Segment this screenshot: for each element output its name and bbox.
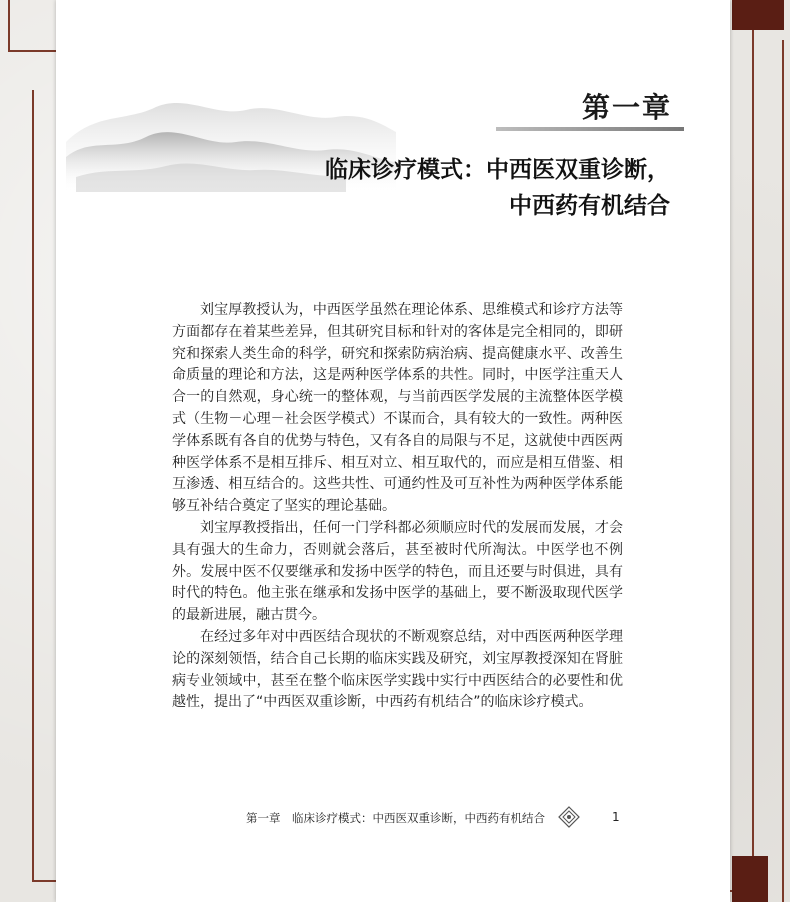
running-head: 第一章 临床诊疗模式：中西医双重诊断，中西药有机结合 bbox=[246, 811, 545, 825]
frame-line-right-inner bbox=[752, 30, 754, 860]
book-page bbox=[56, 0, 730, 902]
frame-block-top-right bbox=[732, 0, 784, 30]
page-number: 1 bbox=[612, 810, 620, 824]
chapter-title-line-2: 中西药有机结合 bbox=[509, 193, 670, 219]
chapter-label: 第一章 bbox=[581, 91, 672, 124]
body-text bbox=[172, 300, 623, 714]
frame-line-left-outer bbox=[8, 0, 10, 52]
chapter-title bbox=[150, 152, 670, 224]
frame-line-left-inner bbox=[32, 90, 34, 880]
chapter-underline bbox=[496, 127, 684, 131]
frame-block-bottom-right bbox=[732, 856, 768, 902]
paragraph-1: 刘宝厚教授认为，中西医学虽然在理论体系、思维模式和诊疗方法等方面都存在着某些差异，但其研究目标和针对的客体是完全相同的，即研究和探索人类生命的科学，研究和探索防病治病、提高健康水平、改善生命质量的理论和方法，这是两种医学体系的共性。同时，中医学注重天人合一的自然观，身心统一的整体观，与当前西医学发展的主流整体医学模式（生物－心理－社会医学模式）不谋而合，具有较大的一致性。两种医学体系既有各自的优势与特色，又有各自的局限与不足，这就使中西医两种医学体系不是相互排斥、相互对立、相互取代的，而应是相互借鉴、相互渗透、相互结合的。这些共性、可通约性及可互补性为两种医学体系能够互补结合奠定了坚实的理论基础。 bbox=[172, 302, 623, 515]
frame-line-top-left bbox=[8, 50, 56, 52]
paragraph-3: 在经过多年对中西医结合现状的不断观察总结，对中西医两种医学理论的深刻领悟，结合自己长期的临床实践及研究，刘宝厚教授深知在肾脏病专业领域中，甚至在整个临床医学实践中实行中西医结合的必要性和优越性，提出了“中西医双重诊断，中西药有机结合”的临床诊疗模式。 bbox=[172, 628, 623, 711]
frame-line-right-outer bbox=[782, 40, 784, 902]
frame-line-bottom-left bbox=[32, 880, 56, 882]
chapter-title-line-1: 临床诊疗模式：中西医双重诊断， bbox=[325, 157, 670, 183]
paragraph-2: 刘宝厚教授指出，任何一门学科都必须顺应时代的发展而发展，才会具有强大的生命力，否则就会落后，甚至被时代所淘汰。中医学也不例外。发展中医不仅要继承和发扬中医学的特色，而且还要与时俱进，具有时代的特色。他主张在继承和发扬中医学的基础上，要不断汲取现代医学的最新进展，融古贯今。 bbox=[172, 519, 623, 624]
ornament-icon bbox=[558, 806, 580, 828]
